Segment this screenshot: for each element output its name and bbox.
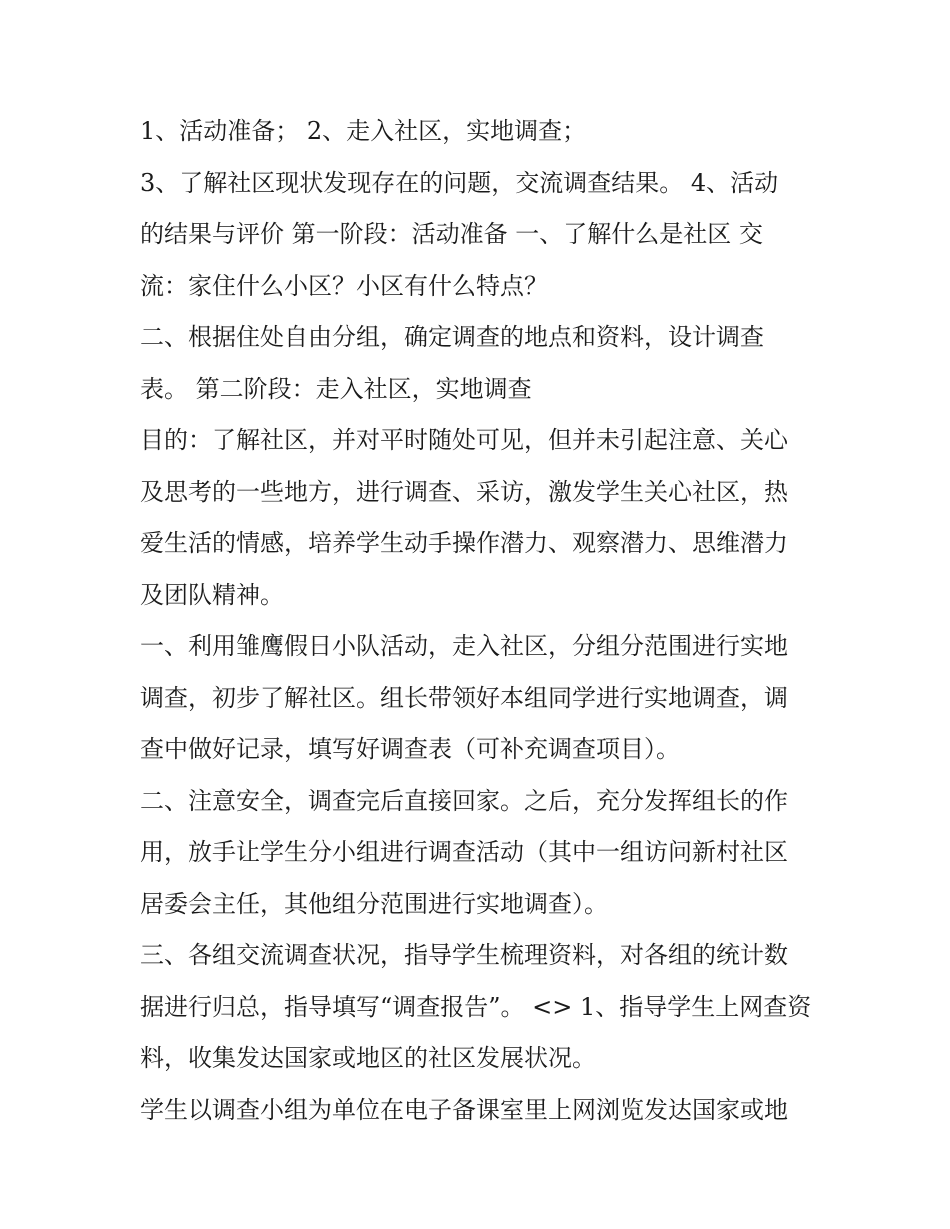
text-line: 查中做好记录，填写好调查表（可补充调查项目）。	[140, 735, 680, 763]
text-line: 调查，初步了解社区。组长带领好本组同学进行实地调查，调	[140, 683, 788, 712]
text-line: 3、了解社区现状发现存在的问题，交流调查结果。 4、活动	[140, 168, 779, 197]
text-line: 二、注意安全，调查完后直接回家。之后，充分发挥组长的作	[140, 786, 788, 815]
text-line: 目的：了解社区，并对平时随处可见，但并未引起注意、关心	[140, 426, 788, 454]
text-line: 居委会主任，其他组分范围进行实地调查）。	[140, 889, 608, 918]
text-line: 学生以调查小组为单位在电子备课室里上网浏览发达国家或地	[140, 1095, 788, 1124]
text-line: 三、各组交流调查状况，指导学生梳理资料，对各组的统计数	[140, 941, 788, 969]
text-line: 用，放手让学生分小组进行调查活动（其中一组访问新村社区	[140, 838, 788, 866]
text-line: 及团队精神。	[140, 580, 284, 609]
text-line: 据进行归总，指导填写“调查报告”。 <> 1、指导学生上网查资	[140, 992, 812, 1021]
document-body	[140, 106, 820, 1136]
text-line: 1、活动准备； 2、走入社区，实地调查；	[140, 117, 587, 145]
text-line: 爱生活的情感，培养学生动手操作潜力、观察潜力、思维潜力	[140, 529, 788, 557]
text-line: 一、利用雏鹰假日小队活动，走入社区，分组分范围进行实地	[140, 632, 788, 660]
text-line: 料，收集发达国家或地区的社区发展状况。	[140, 1044, 596, 1072]
text-line: 及思考的一些地方，进行调查、采访，激发学生关心社区，热	[140, 477, 788, 506]
text-line: 二、根据住处自由分组，确定调查的地点和资料，设计调查	[140, 323, 764, 351]
text-line: 流：家住什么小区？小区有什么特点？	[140, 271, 548, 300]
text-line: 表。 第二阶段：走入社区，实地调查	[140, 374, 532, 403]
text-line: 的结果与评价 第一阶段：活动准备 一、了解什么是社区 交	[140, 220, 763, 248]
